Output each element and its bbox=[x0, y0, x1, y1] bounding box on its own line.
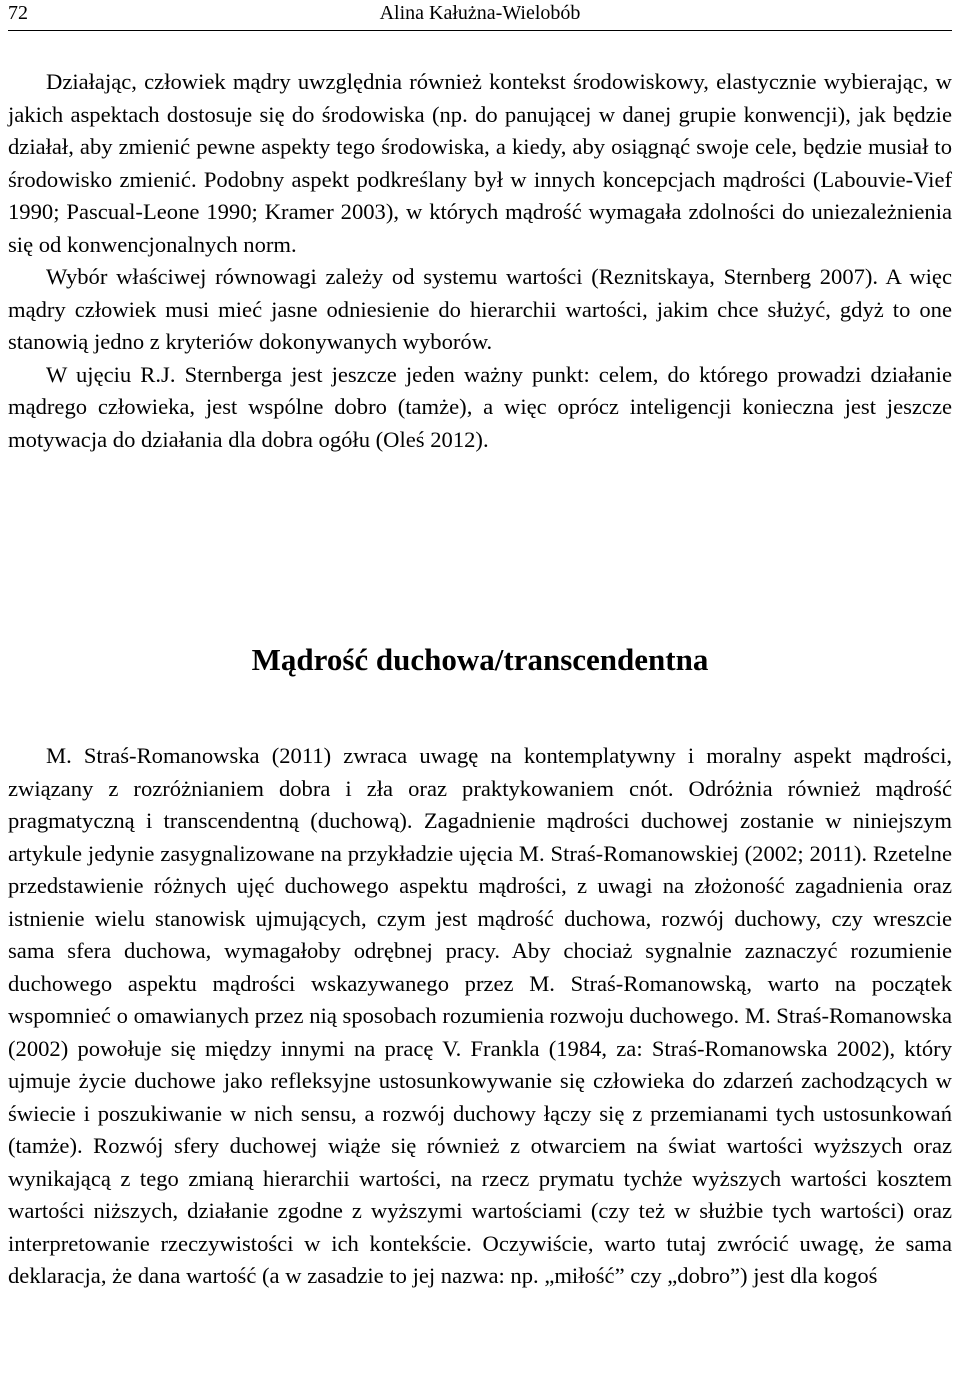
section-title: Mądrość duchowa/transcendentna bbox=[251, 642, 709, 677]
paragraph: W ujęciu R.J. Sternberga jest jeszcze jeden ważny punkt: celem, do którego prowadzi działanie mądrego człowieka, jest wspólne dobro (tamże), a więc oprócz inteligencji konieczna jest jeszcze motywacja do działania dla dobra ogółu (Oleś 2012). bbox=[8, 361, 952, 452]
page-header bbox=[8, 2, 952, 31]
paragraph: Wybór właściwej równowagi zależy od systemu wartości (Reznitskaya, Sternberg 2007). A więc mądry człowiek musi mieć jasne odniesienie do hierarchii wartości, jakim chce służyć, gdyż to one stanowią jedno z kryteriów dokonywanych wyborów. bbox=[8, 264, 952, 354]
paragraph: Działając, człowiek mądry uwzględnia również kontekst środowiskowy, elastycznie wybierając, w jakich aspektach dostosuje się do środowiska (np. do panującej w danej grupie konwencji), jak będzie działał, aby zmienić pewne aspekty tego środowiska, a kiedy, aby osiągnąć swoje cele, będzie musiał to środowisko zmienić. Podobny aspekt podkreślany był w innych koncepcjach mądrości (Labouvie-Vief 1990; Pascual-Leone 1990; Kramer 2003), w których mądrość wymagała zdolności do uniezależnienia się od konwencjonalnych norm. bbox=[8, 69, 952, 257]
paragraph: M. Straś-Romanowska (2011) zwraca uwagę na kontemplatywny i moralny aspekt mądrości, związany z rozróżnianiem dobra i zła oraz praktykowaniem cnót. Odróżnia również mądrość pragmatyczną i transcendentną (duchową). Zagadnienie mądrości duchowej zostanie w niniejszym artykule jedynie zasygnalizowane na przykładzie ujęcia M. Straś-Romanowskiej (2002; 2011). Rzetelne przedstawienie różnych ujęć duchowego aspektu mądrości, z uwagi na złożoność zagadnienia oraz istnienie wielu stanowisk ujmujących, czym jest mądrość duchowa, rozwój duchowy, czy wreszcie sama sfera duchowa, wymagałoby odrębnej pracy. Aby chociaż sygnalnie zaznaczyć rozumienie duchowego aspektu mądrości wskazywanego przez M. Straś-Romanowską, warto na początek wspomnieć o omawianych przez nią sposobach rozumienia rozwoju duchowego. M. Straś-Romanowska (2002) powołuje się między innymi na pracę V. Frankla (1984, za: Straś-Romanowska 2002), który ujmuje życie duchowe jako refleksyjne ustosunkowywanie się człowieka do zdarzeń zachodzących w świecie i poszukiwanie w nich sensu, a rozwój duchowy łączy się z przemianami tych ustosunkowań (tamże). Rozwój sfery duchowej wiąże się również z otwarciem na świat wartości wyższych oraz wynikającą z tego zmianą hierarchii wartości, na rzecz prymatu tychże wyższych wartości kosztem wartości niższych, działanie zgodne z wyższymi wartościami (czy też w służbie tych wartości) oraz interpretowanie rzeczywistości w ich kontekście. Oczywiście, warto tutaj zwrócić uwagę, że sama deklaracja, że dana wartość (a w zasadzie to jej nazwa: np. „miłość” czy „dobro”) jest dla kogoś bbox=[8, 743, 952, 1288]
body-text-bottom bbox=[8, 740, 952, 1293]
running-head: Alina Kałużna-Wielobób bbox=[379, 2, 581, 24]
body-text-top bbox=[8, 66, 952, 456]
page-number: 72 bbox=[8, 2, 28, 24]
